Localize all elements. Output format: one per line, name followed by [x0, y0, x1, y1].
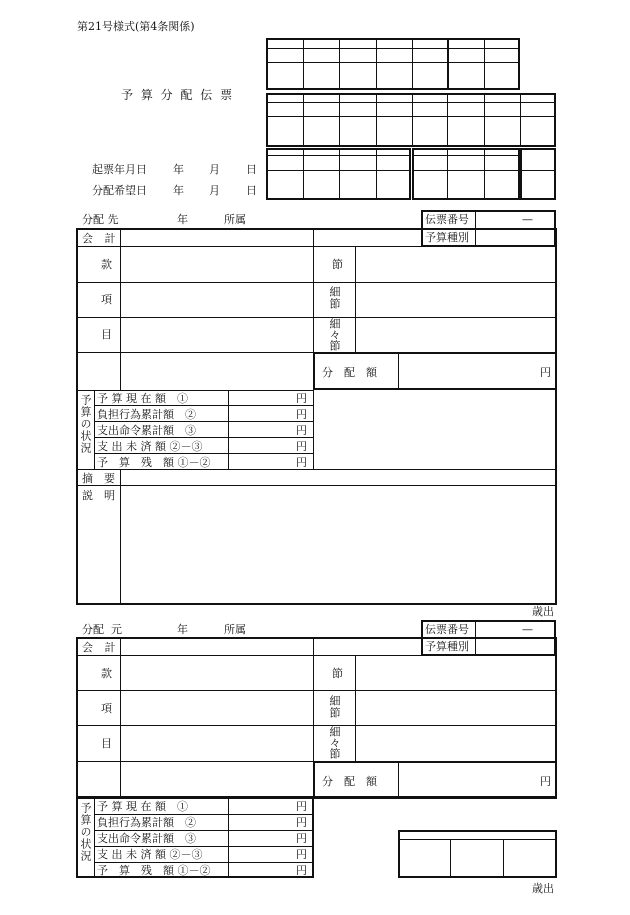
src-status-yen-4: 円 [296, 848, 307, 861]
dest-dept: 所属 [224, 213, 246, 226]
src-slip-dash: — [522, 623, 533, 636]
src-alloc-label: 分 配 額 [322, 775, 377, 788]
draft-year: 年 [173, 163, 184, 176]
src-alloc-yen: 円 [540, 775, 551, 788]
dest-kan: 款 [101, 258, 112, 271]
src-account-label: 会 計 [82, 641, 120, 654]
src-year: 年 [177, 623, 188, 636]
dest-status-yen-4: 円 [296, 440, 307, 453]
draft-day: 日 [246, 163, 257, 176]
dest-label: 分配 先 [82, 213, 119, 226]
request-month: 月 [209, 184, 220, 197]
annual-expense-label-2: 歳出 [532, 882, 554, 895]
dest-status-row-5: 予 算 残 額 ①－② [97, 456, 211, 469]
request-date-label: 分配希望日 [92, 184, 147, 197]
page-title: 予 算 分 配 伝 票 [121, 88, 235, 102]
dest-slip-dash: — [522, 213, 533, 226]
dest-status-yen-2: 円 [296, 408, 307, 421]
src-saisaisetsu: 細々節 [328, 726, 341, 759]
src-setsu: 節 [332, 667, 343, 680]
src-slip-no-label: 伝票番号 [425, 623, 469, 636]
dest-status-row-4: 支 出 未 済 額 ②－③ [97, 440, 203, 453]
draft-date-label: 起票年月日 [92, 163, 147, 176]
dest-status-label: 予算の状況 [79, 394, 92, 454]
dest-saisetsu: 細節 [328, 286, 341, 310]
dest-status-yen-1: 円 [296, 392, 307, 405]
explanation-label: 説 明 [82, 489, 115, 502]
src-status-label: 予算の状況 [79, 802, 92, 862]
src-kou: 項 [101, 702, 112, 715]
dest-budget-type-label: 予算種別 [425, 231, 469, 244]
dest-alloc-yen: 円 [540, 366, 551, 379]
annual-expense-label: 歳出 [532, 605, 554, 618]
dest-setsu: 節 [332, 258, 343, 271]
src-status-yen-5: 円 [296, 864, 307, 877]
src-status-row-3: 支出命令累計額 ③ [97, 832, 196, 845]
summary-label: 摘 要 [82, 472, 115, 485]
src-status-yen-3: 円 [296, 832, 307, 845]
dest-moku: 目 [101, 328, 112, 341]
src-status-row-2: 負担行為累計額 ② [97, 816, 196, 829]
dest-kou: 項 [101, 293, 112, 306]
dest-status-row-1: 予 算 現 在 額 ① [97, 392, 188, 405]
src-moku: 目 [101, 737, 112, 750]
src-status-row-4: 支 出 未 済 額 ②－③ [97, 848, 203, 861]
dest-status-yen-3: 円 [296, 424, 307, 437]
request-day: 日 [246, 184, 257, 197]
src-status-yen-2: 円 [296, 816, 307, 829]
dest-account-label: 会 計 [82, 232, 120, 245]
dest-saisaisetsu: 細々節 [328, 318, 341, 351]
draft-month: 月 [209, 163, 220, 176]
approval-stamp-boxes [398, 830, 557, 878]
src-budget-type-label: 予算種別 [425, 640, 469, 653]
dest-alloc-label: 分 配 額 [322, 366, 377, 379]
dest-status-yen-5: 円 [296, 456, 307, 469]
dest-status-row-2: 負担行為累計額 ② [97, 408, 196, 421]
src-dept: 所属 [224, 623, 246, 636]
src-saisetsu: 細節 [328, 695, 341, 719]
src-status-row-5: 予 算 残 額 ①－② [97, 864, 211, 877]
src-kan: 款 [101, 667, 112, 680]
dest-slip-no-label: 伝票番号 [425, 213, 469, 226]
request-year: 年 [173, 184, 184, 197]
src-label: 分配 元 [82, 623, 122, 636]
dest-status-row-3: 支出命令累計額 ③ [97, 424, 196, 437]
dest-year: 年 [177, 213, 188, 226]
src-status-yen-1: 円 [296, 800, 307, 813]
form-number: 第21号様式(第4条関係) [77, 20, 195, 33]
src-status-row-1: 予 算 現 在 額 ① [97, 800, 188, 813]
